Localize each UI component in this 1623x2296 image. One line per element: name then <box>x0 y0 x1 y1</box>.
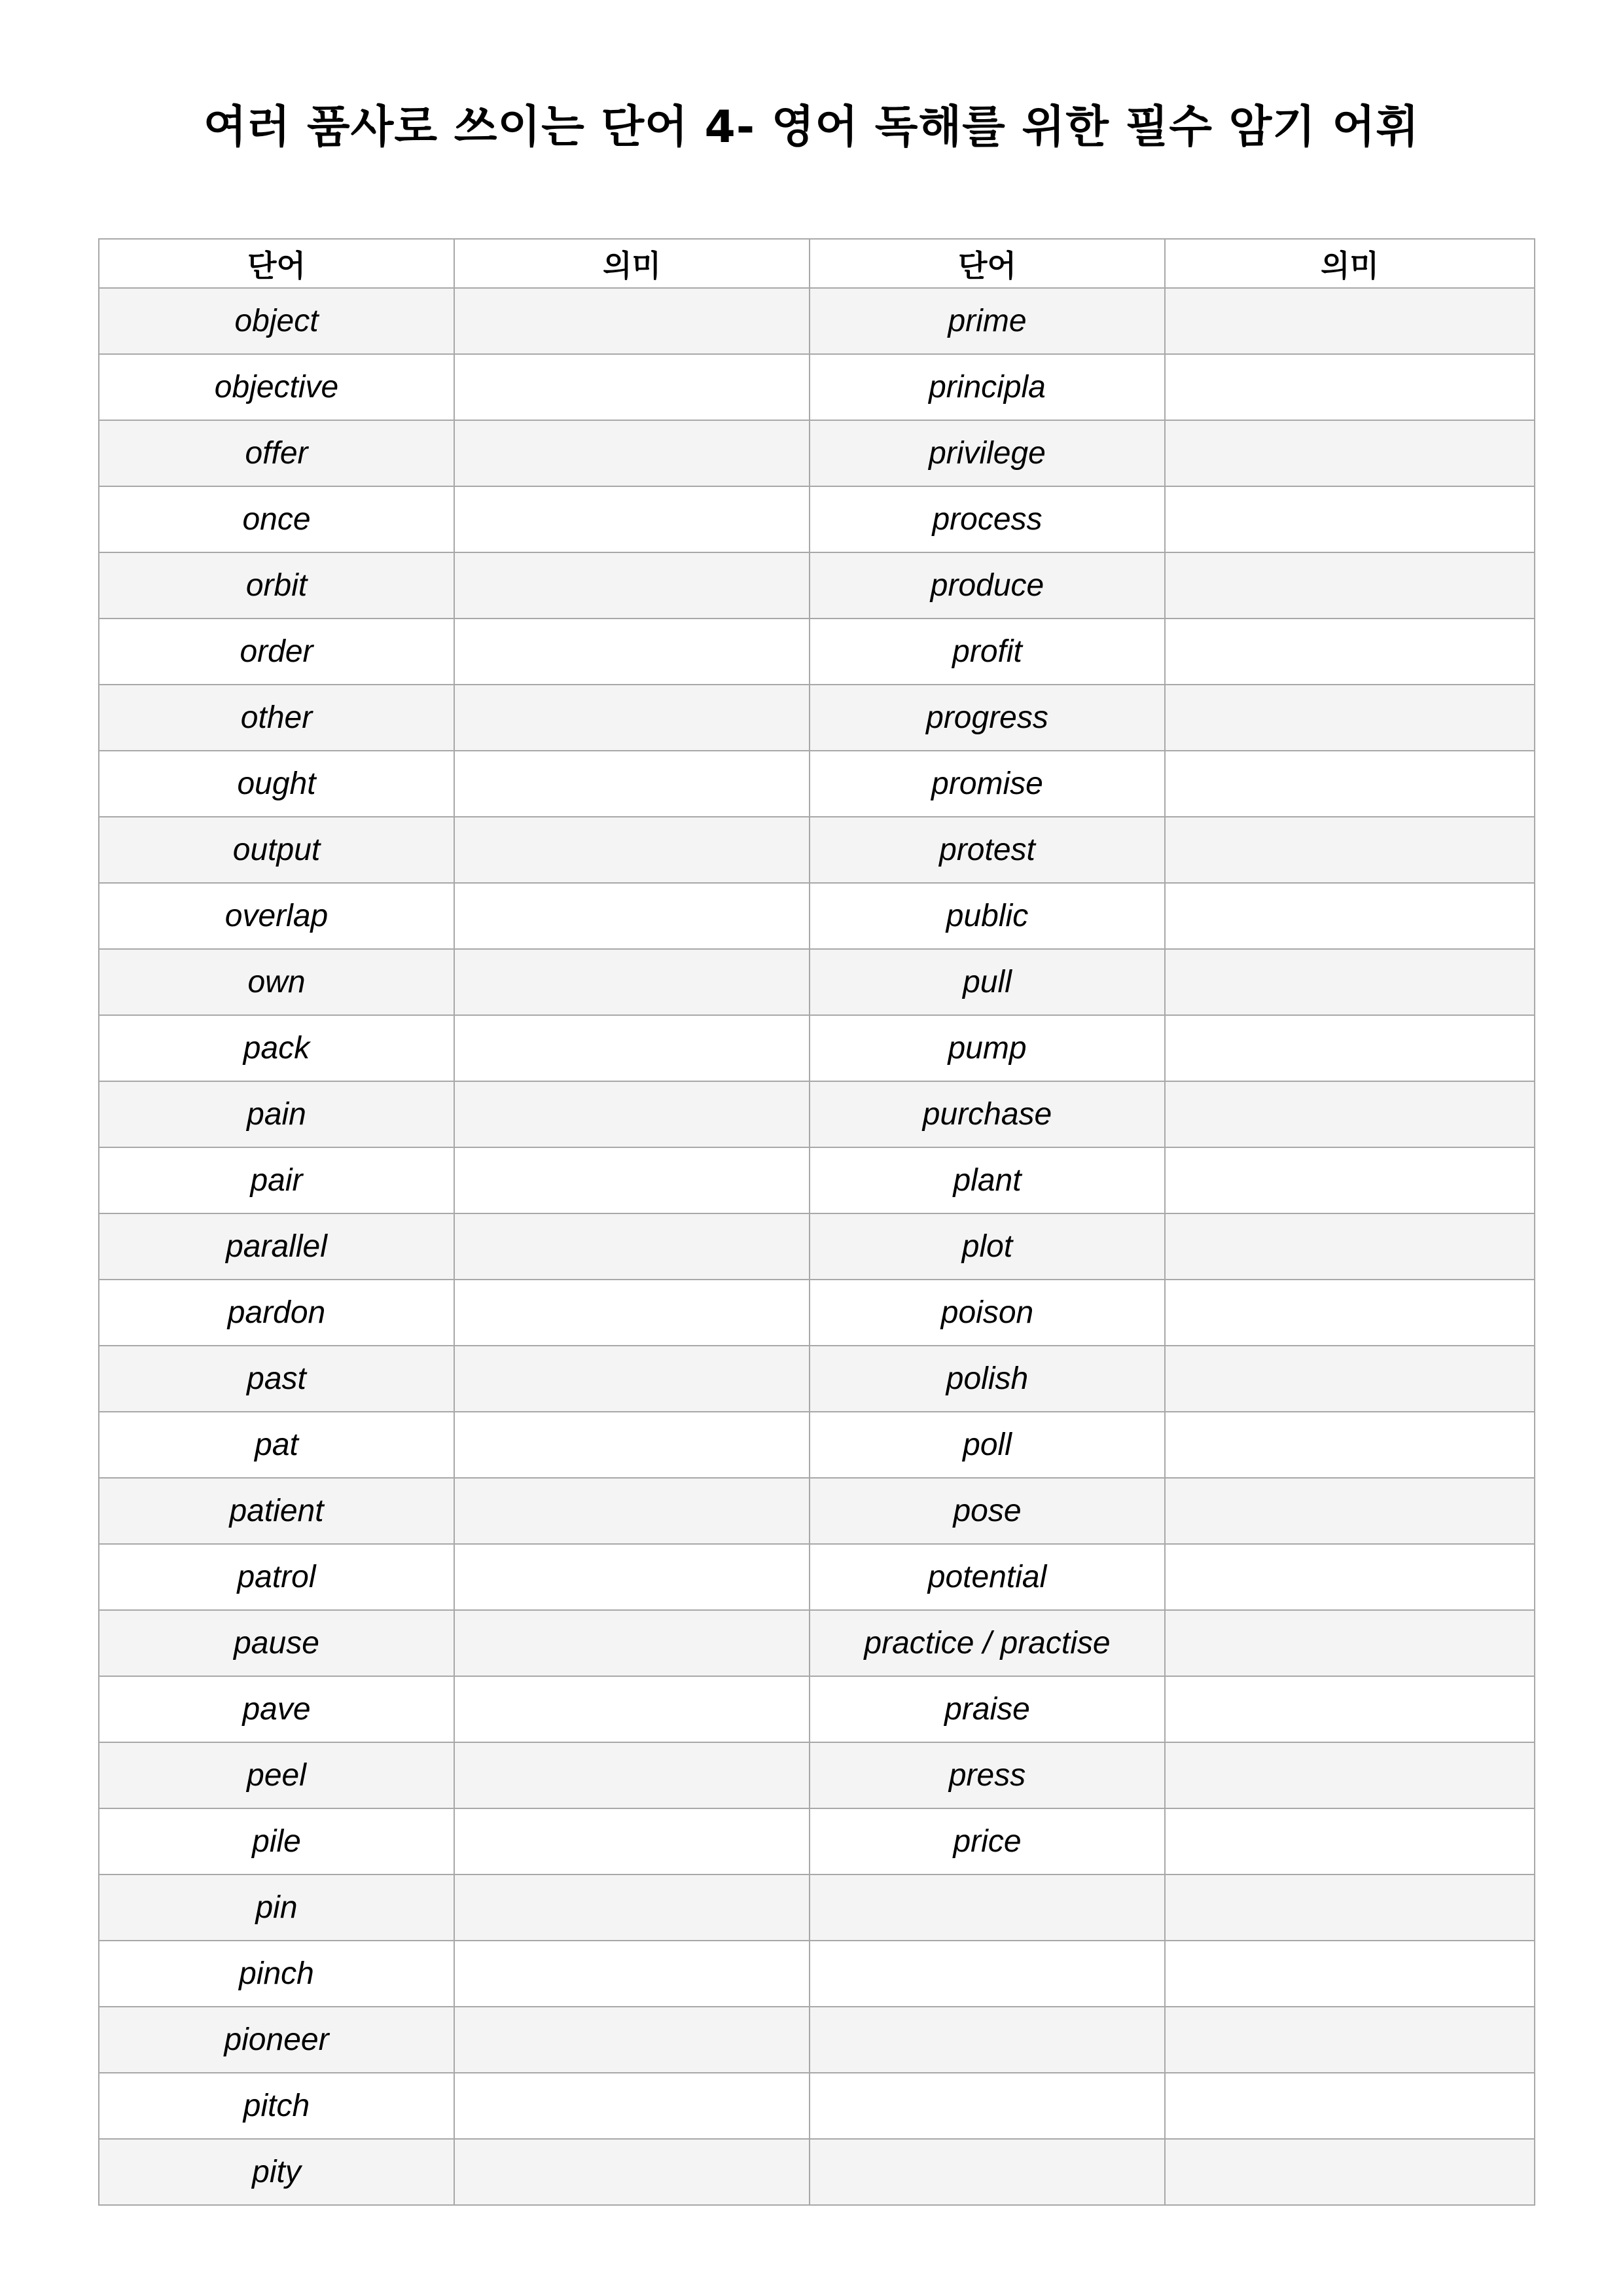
meaning-cell-right[interactable] <box>1165 1147 1535 1213</box>
meaning-cell-right[interactable] <box>1165 2073 1535 2139</box>
meaning-cell-right[interactable] <box>1165 1280 1535 1346</box>
word-cell-left: pave <box>99 1676 454 1742</box>
meaning-cell-right[interactable] <box>1165 288 1535 354</box>
meaning-cell-right[interactable] <box>1165 1478 1535 1544</box>
header-word-right: 단어 <box>810 239 1165 288</box>
word-cell-right: plot <box>810 1213 1165 1280</box>
vocabulary-table <box>98 238 1535 2206</box>
word-cell-right: potential <box>810 1544 1165 1610</box>
meaning-cell-left[interactable] <box>454 1280 810 1346</box>
table-row <box>99 1412 1535 1478</box>
header-word-left: 단어 <box>99 239 454 288</box>
word-cell-left: pin <box>99 1874 454 1941</box>
meaning-cell-right[interactable] <box>1165 817 1535 883</box>
word-cell-right: pull <box>810 949 1165 1015</box>
meaning-cell-left[interactable] <box>454 751 810 817</box>
word-cell-left: once <box>99 486 454 552</box>
meaning-cell-left[interactable] <box>454 1213 810 1280</box>
word-cell-right: price <box>810 1808 1165 1874</box>
meaning-cell-left[interactable] <box>454 1015 810 1081</box>
meaning-cell-right[interactable] <box>1165 751 1535 817</box>
meaning-cell-right[interactable] <box>1165 1412 1535 1478</box>
meaning-cell-left[interactable] <box>454 1478 810 1544</box>
meaning-cell-right[interactable] <box>1165 1742 1535 1808</box>
table-row <box>99 1280 1535 1346</box>
meaning-cell-right[interactable] <box>1165 2007 1535 2073</box>
meaning-cell-left[interactable] <box>454 1412 810 1478</box>
meaning-cell-left[interactable] <box>454 2139 810 2205</box>
meaning-cell-left[interactable] <box>454 949 810 1015</box>
word-cell-right: practice / practise <box>810 1610 1165 1676</box>
meaning-cell-left[interactable] <box>454 1147 810 1213</box>
meaning-cell-left[interactable] <box>454 1346 810 1412</box>
table-row <box>99 420 1535 486</box>
meaning-cell-right[interactable] <box>1165 1081 1535 1147</box>
table-row <box>99 1147 1535 1213</box>
table-row <box>99 486 1535 552</box>
word-cell-left: pioneer <box>99 2007 454 2073</box>
word-cell-left: past <box>99 1346 454 1412</box>
word-cell-right: protest <box>810 817 1165 883</box>
table-row <box>99 751 1535 817</box>
table-row <box>99 817 1535 883</box>
header-meaning-left: 의미 <box>454 239 810 288</box>
word-cell-right: purchase <box>810 1081 1165 1147</box>
meaning-cell-right[interactable] <box>1165 1676 1535 1742</box>
word-cell-left: pitch <box>99 2073 454 2139</box>
meaning-cell-right[interactable] <box>1165 883 1535 949</box>
meaning-cell-right[interactable] <box>1165 1874 1535 1941</box>
word-cell-right <box>810 2007 1165 2073</box>
meaning-cell-left[interactable] <box>454 2007 810 2073</box>
word-cell-left: pair <box>99 1147 454 1213</box>
table-row <box>99 1676 1535 1742</box>
word-cell-right: plant <box>810 1147 1165 1213</box>
meaning-cell-left[interactable] <box>454 420 810 486</box>
word-cell-right <box>810 1941 1165 2007</box>
word-cell-right <box>810 1874 1165 1941</box>
header-row <box>99 239 1535 288</box>
word-cell-right <box>810 2139 1165 2205</box>
word-cell-right: produce <box>810 552 1165 619</box>
word-cell-right: pose <box>810 1478 1165 1544</box>
word-cell-left: other <box>99 685 454 751</box>
meaning-cell-right[interactable] <box>1165 1213 1535 1280</box>
word-cell-right: press <box>810 1742 1165 1808</box>
word-cell-left: order <box>99 619 454 685</box>
table-body <box>99 288 1535 2205</box>
table-row <box>99 1610 1535 1676</box>
meaning-cell-right[interactable] <box>1165 1544 1535 1610</box>
table-row <box>99 1015 1535 1081</box>
meaning-cell-left[interactable] <box>454 1941 810 2007</box>
table-row <box>99 2073 1535 2139</box>
word-cell-right: praise <box>810 1676 1165 1742</box>
meaning-cell-right[interactable] <box>1165 354 1535 420</box>
word-cell-left: pile <box>99 1808 454 1874</box>
meaning-cell-left[interactable] <box>454 1808 810 1874</box>
table-row <box>99 1346 1535 1412</box>
meaning-cell-right[interactable] <box>1165 1346 1535 1412</box>
table-row <box>99 883 1535 949</box>
word-cell-left: output <box>99 817 454 883</box>
table-row <box>99 552 1535 619</box>
meaning-cell-right[interactable] <box>1165 486 1535 552</box>
word-cell-left: pardon <box>99 1280 454 1346</box>
word-cell-left: object <box>99 288 454 354</box>
word-cell-left: own <box>99 949 454 1015</box>
word-cell-left: pain <box>99 1081 454 1147</box>
meaning-cell-right[interactable] <box>1165 949 1535 1015</box>
meaning-cell-right[interactable] <box>1165 1610 1535 1676</box>
page-title: 여러 품사로 쓰이는 단어 4- 영어 독해를 위한 필수 암기 어휘 <box>203 101 1420 153</box>
meaning-cell-left[interactable] <box>454 552 810 619</box>
meaning-cell-left[interactable] <box>454 685 810 751</box>
word-cell-right: poll <box>810 1412 1165 1478</box>
meaning-cell-right[interactable] <box>1165 420 1535 486</box>
word-cell-left: pause <box>99 1610 454 1676</box>
table-row <box>99 1213 1535 1280</box>
word-cell-right: prime <box>810 288 1165 354</box>
meaning-cell-left[interactable] <box>454 1742 810 1808</box>
meaning-cell-left[interactable] <box>454 1676 810 1742</box>
table-row <box>99 949 1535 1015</box>
meaning-cell-right[interactable] <box>1165 552 1535 619</box>
word-cell-left: offer <box>99 420 454 486</box>
word-cell-right: privilege <box>810 420 1165 486</box>
word-cell-right: progress <box>810 685 1165 751</box>
word-cell-right <box>810 2073 1165 2139</box>
meaning-cell-left[interactable] <box>454 1544 810 1610</box>
word-cell-right: polish <box>810 1346 1165 1412</box>
header-meaning-right: 의미 <box>1165 239 1535 288</box>
word-cell-left: peel <box>99 1742 454 1808</box>
meaning-cell-left[interactable] <box>454 817 810 883</box>
meaning-cell-right[interactable] <box>1165 1941 1535 2007</box>
meaning-cell-left[interactable] <box>454 1874 810 1941</box>
meaning-cell-left[interactable] <box>454 619 810 685</box>
meaning-cell-right[interactable] <box>1165 619 1535 685</box>
table-row <box>99 354 1535 420</box>
meaning-cell-right[interactable] <box>1165 1808 1535 1874</box>
table-row <box>99 2139 1535 2205</box>
table-row <box>99 1081 1535 1147</box>
word-cell-right: poison <box>810 1280 1165 1346</box>
meaning-cell-left[interactable] <box>454 486 810 552</box>
table-row <box>99 1544 1535 1610</box>
table-row <box>99 288 1535 354</box>
table-row <box>99 1941 1535 2007</box>
table-row <box>99 685 1535 751</box>
word-cell-right: profit <box>810 619 1165 685</box>
word-cell-left: pity <box>99 2139 454 2205</box>
table-row <box>99 1478 1535 1544</box>
table-row <box>99 1742 1535 1808</box>
meaning-cell-left[interactable] <box>454 1610 810 1676</box>
word-cell-right: public <box>810 883 1165 949</box>
word-cell-left: pat <box>99 1412 454 1478</box>
word-cell-right: promise <box>810 751 1165 817</box>
word-cell-right: process <box>810 486 1165 552</box>
word-cell-left: parallel <box>99 1213 454 1280</box>
meaning-cell-left[interactable] <box>454 1081 810 1147</box>
table-row <box>99 1874 1535 1941</box>
word-cell-right: pump <box>810 1015 1165 1081</box>
word-cell-right: principla <box>810 354 1165 420</box>
word-cell-left: objective <box>99 354 454 420</box>
table-row <box>99 619 1535 685</box>
word-cell-left: patient <box>99 1478 454 1544</box>
word-cell-left: overlap <box>99 883 454 949</box>
table-header <box>99 239 1535 288</box>
word-cell-left: pinch <box>99 1941 454 2007</box>
meaning-cell-right[interactable] <box>1165 685 1535 751</box>
word-cell-left: orbit <box>99 552 454 619</box>
meaning-cell-left[interactable] <box>454 883 810 949</box>
word-cell-left: ought <box>99 751 454 817</box>
table-row <box>99 2007 1535 2073</box>
meaning-cell-left[interactable] <box>454 354 810 420</box>
meaning-cell-left[interactable] <box>454 2073 810 2139</box>
table-row <box>99 1808 1535 1874</box>
meaning-cell-left[interactable] <box>454 288 810 354</box>
meaning-cell-right[interactable] <box>1165 2139 1535 2205</box>
word-cell-left: patrol <box>99 1544 454 1610</box>
word-cell-left: pack <box>99 1015 454 1081</box>
meaning-cell-right[interactable] <box>1165 1015 1535 1081</box>
